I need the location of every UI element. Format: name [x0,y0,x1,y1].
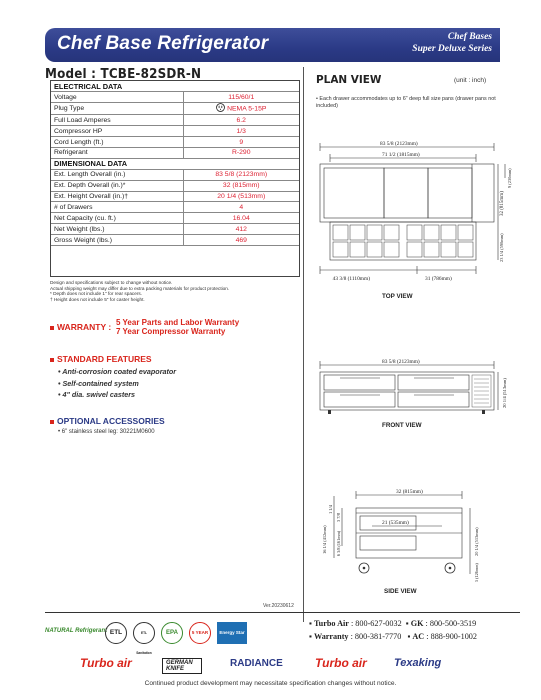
table-row: Refrigerant R-290 [51,147,299,158]
model-number: Model : TCBE-82SDR-N [45,67,202,82]
side-view-caption: SIDE VIEW [384,588,417,595]
contact-info [309,617,477,643]
dimensional-heading: DIMENSIONAL DATA [51,158,299,169]
table-row: Ext. Depth Overall (in.)* 32 (815mm) [51,180,299,191]
german-knife-logo: GERMAN KNIFE [162,658,202,674]
dim-right-small: 9 (230mm) [507,168,512,188]
dim-left-split: 43 3/8 (1110mm) [332,276,370,282]
page-title: Chef Base Refrigerator [57,33,269,54]
front-view-drawing [310,356,520,418]
top-view-drawing [310,138,520,288]
dim-interior: 16 1/4 (412mm) [322,525,327,554]
texaking-logo: Texaking [394,657,442,669]
table-row: Full Load Amperes 6.2 [51,115,299,126]
title-banner [45,28,500,62]
spec-table [50,80,300,277]
turbo-air-logo: Turbo air [80,656,132,670]
table-row: Ext. Height Overall (in.)† 20 1/4 (513mm) [51,191,299,202]
list-item: • Self-contained system [58,378,139,388]
contact-row: ▪ Warranty : 800-381-7770 ▪ AC : 888-900-1002 [309,632,477,641]
bullet-square-icon [50,326,54,330]
version-label: Ver.20230612 [263,603,294,609]
table-row: Net Capacity (cu. ft.) 16.04 [51,213,299,224]
table-row: Compressor HP 1/3 [51,126,299,137]
electrical-heading: ELECTRICAL DATA [51,81,299,92]
standard-features-list [58,366,176,401]
unit-label: (unit : inch) [454,77,487,84]
brand-logos [80,656,500,676]
etl-sanitation-logo: ETL Sanitation [133,622,155,644]
turbo-air-logo-2: Turbo air [315,656,367,670]
dim-front-length: 83 5/8 (2123mm) [382,359,420,365]
series-line-2: Super Deluxe Series [412,44,492,54]
front-view-caption: FRONT VIEW [382,422,422,429]
table-row: Plug Type NEMA 5-15P [51,103,299,115]
table-row: Voltage 115/60/1 [51,92,299,103]
dim-depth: 32 (815mm) [500,191,505,216]
spec-notes: Design and specifications subject to change without notice. Actual shipping weight may differ due to extra packing materials for product protection. * Depth does not include 1" for rear spacers. † Height does not include 5" for caster height. [50,280,230,302]
list-item: • Anti-corrosion coated evaporator [58,367,177,376]
footer-divider [45,612,520,613]
dim-drawer-open: 23 1/4 (590mm) [499,233,504,262]
epa-logo: EPA [161,622,183,644]
warranty-line-2: 7 Year Compressor Warranty [116,327,226,336]
dim-lower: 6 3/8 (161mm) [336,530,341,556]
optional-accessories-list [58,429,155,435]
dim-right-split: 31 (786mm) [425,276,452,282]
optional-accessories-title: OPTIONAL ACCESSORIES [50,416,165,426]
plan-view-title: PLAN VIEW [316,73,382,86]
warranty-label: WARRANTY : [57,322,112,332]
plug-icon [216,103,225,114]
standard-features-title: STANDARD FEATURES [50,354,152,364]
dim-side-depth: 32 (815mm) [396,489,423,495]
dim-pan: 3 7/8 [336,513,341,522]
bullet-square-icon [50,420,54,424]
drawer-note: • Each drawer accommodates up to 6" deep full size pans (drawer pans not included) [316,96,496,109]
table-row: Ext. Length Overall (in.) 83 5/8 (2123mm) [51,169,299,180]
warranty-line-1: 5 Year Parts and Labor Warranty [116,318,240,327]
dim-caster: 5 (126mm) [474,563,479,582]
list-item: • 6" stainless steel leg: 30221M0600 [58,429,155,435]
dim-inner-length: 71 1/2 (1815mm) [382,152,420,158]
top-view-caption: TOP VIEW [382,293,413,300]
dim-overall-length: 83 5/8 (2123mm) [380,141,418,147]
column-divider [303,67,304,622]
dim-top: 1 1/4 [328,505,333,514]
dim-side-height: 20 1/4 (513mm) [474,527,479,556]
etl-logo: ETL [105,622,127,644]
dim-front-height: 20 1/4 (513mm) [502,378,507,408]
series-line-1: Chef Bases [447,32,492,42]
list-item: • 4" dia. swivel casters [58,390,136,399]
bullet-square-icon [50,358,54,362]
five-year-warranty-logo: 5 YEAR [189,622,211,644]
certification-logos [45,620,300,655]
series-label [412,31,492,55]
table-row: Gross Weight (lbs.) 469 [51,235,299,246]
dim-drawer-depth: 21 (535mm) [382,520,409,526]
table-row: Cord Length (ft.) 9 [51,137,299,148]
table-row: # of Drawers 4 [51,202,299,213]
table-row: Net Weight (lbs.) 412 [51,224,299,235]
energy-star-logo: Energy Star [217,622,247,644]
disclaimer: Continued product development may necessitate specification changes without notice. [144,680,397,687]
natural-refrigerant-logo: NATURAL Refrigerant [45,628,108,634]
radiance-logo: RADIANCE [230,658,283,669]
contact-row: ▪ Turbo Air : 800-627-0032 ▪ GK : 800-500-3519 [309,619,477,628]
side-view-drawing [312,486,512,586]
